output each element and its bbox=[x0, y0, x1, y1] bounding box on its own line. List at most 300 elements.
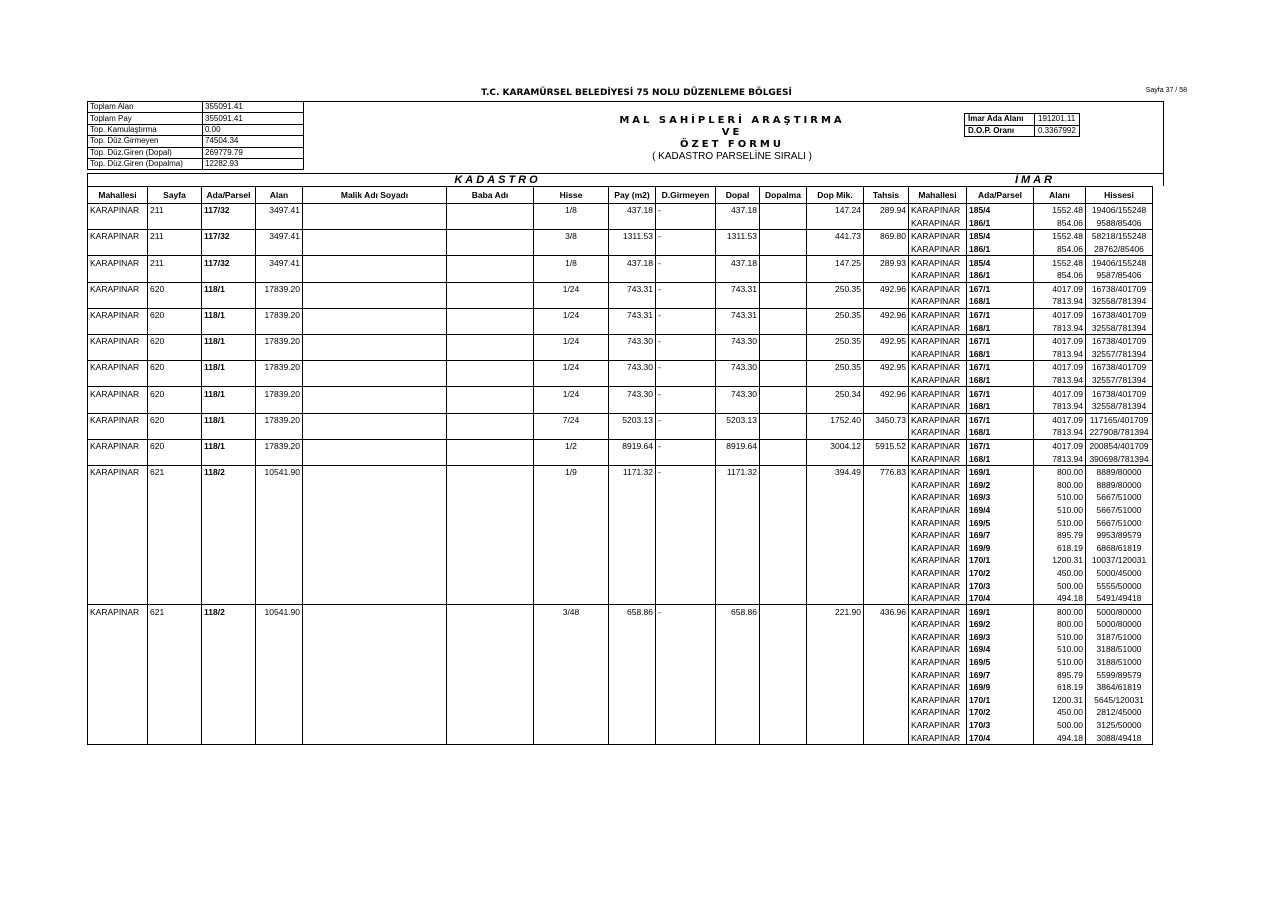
cell-sayfa: 621 bbox=[148, 605, 202, 618]
cell-dopal bbox=[716, 592, 760, 605]
cell-baba bbox=[447, 656, 534, 669]
cell-imar-alan: 895.79 bbox=[1034, 668, 1086, 681]
cell-dopal bbox=[716, 478, 760, 491]
cell-ada-parsel: 118/1 bbox=[202, 334, 256, 347]
cell-malik bbox=[303, 452, 447, 465]
cell-dop-mik bbox=[807, 706, 864, 719]
summary-row bbox=[88, 113, 304, 124]
cell-imar-ada-parsel: 168/1 bbox=[967, 400, 1034, 413]
cell-baba bbox=[447, 217, 534, 230]
cell-imar-mahalle: KARAPINAR bbox=[909, 452, 967, 465]
cell-alan bbox=[256, 541, 303, 554]
cell-dopalma bbox=[760, 554, 807, 567]
cell-dopalma bbox=[760, 282, 807, 295]
table-row bbox=[88, 321, 1153, 334]
cell-mahalle bbox=[88, 554, 148, 567]
cell-sayfa bbox=[148, 295, 202, 308]
cell-imar-mahalle: KARAPINAR bbox=[909, 668, 967, 681]
cell-hisse bbox=[534, 592, 609, 605]
cell-malik bbox=[303, 719, 447, 732]
cell-mahalle bbox=[88, 348, 148, 361]
column-header: Sayfa bbox=[148, 187, 202, 204]
cell-imar-hisse: 5491/49418 bbox=[1086, 592, 1153, 605]
column-header: Malik Adı Soyadı bbox=[303, 187, 447, 204]
cell-imar-mahalle: KARAPINAR bbox=[909, 618, 967, 631]
cell-imar-alan: 800.00 bbox=[1034, 465, 1086, 478]
cell-malik bbox=[303, 668, 447, 681]
cell-tahsis bbox=[864, 541, 909, 554]
cell-imar-alan: 500.00 bbox=[1034, 579, 1086, 592]
cell-imar-hisse: 3088/49418 bbox=[1086, 731, 1153, 744]
cell-pay bbox=[609, 529, 656, 542]
cell-dopal bbox=[716, 631, 760, 644]
cell-imar-ada-parsel: 170/4 bbox=[967, 592, 1034, 605]
cell-tahsis: 492.95 bbox=[864, 334, 909, 347]
cell-tahsis bbox=[864, 592, 909, 605]
cell-baba bbox=[447, 504, 534, 517]
cell-hisse: 1/2 bbox=[534, 439, 609, 452]
cell-d-girmeyen bbox=[656, 567, 716, 580]
imar-info-value: 0.3367992 bbox=[1035, 125, 1080, 137]
cell-sayfa: 620 bbox=[148, 282, 202, 295]
cell-pay: 437.18 bbox=[609, 204, 656, 217]
cell-baba bbox=[447, 681, 534, 694]
cell-dop-mik bbox=[807, 567, 864, 580]
cell-hisse bbox=[534, 529, 609, 542]
cell-mahalle: KARAPINAR bbox=[88, 282, 148, 295]
cell-imar-alan: 4017.09 bbox=[1034, 308, 1086, 321]
cell-hisse: 1/8 bbox=[534, 256, 609, 269]
cell-ada-parsel bbox=[202, 579, 256, 592]
cell-ada-parsel bbox=[202, 217, 256, 230]
cell-dopalma bbox=[760, 439, 807, 452]
cell-imar-alan: 854.06 bbox=[1034, 269, 1086, 282]
cell-tahsis: 492.96 bbox=[864, 387, 909, 400]
cell-sayfa bbox=[148, 731, 202, 744]
cell-imar-ada-parsel: 168/1 bbox=[967, 348, 1034, 361]
cell-imar-alan: 7813.94 bbox=[1034, 452, 1086, 465]
cell-malik bbox=[303, 516, 447, 529]
cell-dopalma bbox=[760, 400, 807, 413]
cell-sayfa bbox=[148, 269, 202, 282]
cell-dopal: 8919.64 bbox=[716, 439, 760, 452]
cell-d-girmeyen bbox=[656, 631, 716, 644]
cell-alan bbox=[256, 491, 303, 504]
cell-d-girmeyen: - bbox=[656, 387, 716, 400]
cell-imar-ada-parsel: 170/4 bbox=[967, 731, 1034, 744]
cell-imar-mahalle: KARAPINAR bbox=[909, 387, 967, 400]
cell-imar-hisse: 32558/781394 bbox=[1086, 321, 1153, 334]
cell-malik bbox=[303, 256, 447, 269]
column-header: Pay (m2) bbox=[609, 187, 656, 204]
cell-ada-parsel: 118/1 bbox=[202, 282, 256, 295]
table-row bbox=[88, 541, 1153, 554]
cell-imar-mahalle: KARAPINAR bbox=[909, 400, 967, 413]
cell-alan bbox=[256, 348, 303, 361]
table-row bbox=[88, 579, 1153, 592]
cell-ada-parsel bbox=[202, 295, 256, 308]
cell-imar-alan: 1200.31 bbox=[1034, 694, 1086, 707]
cell-pay bbox=[609, 295, 656, 308]
cell-sayfa bbox=[148, 643, 202, 656]
cell-malik bbox=[303, 592, 447, 605]
cell-dopal bbox=[716, 541, 760, 554]
cell-imar-mahalle: KARAPINAR bbox=[909, 681, 967, 694]
cell-alan bbox=[256, 452, 303, 465]
cell-pay: 743.31 bbox=[609, 308, 656, 321]
cell-ada-parsel bbox=[202, 719, 256, 732]
cell-imar-mahalle: KARAPINAR bbox=[909, 321, 967, 334]
cell-malik bbox=[303, 694, 447, 707]
cell-hisse: 3/8 bbox=[534, 230, 609, 243]
cell-tahsis: 869.80 bbox=[864, 230, 909, 243]
cell-d-girmeyen bbox=[656, 452, 716, 465]
summary-label: Toplam Alan bbox=[88, 102, 203, 113]
cell-imar-alan: 4017.09 bbox=[1034, 361, 1086, 374]
summary-table bbox=[87, 101, 304, 170]
cell-ada-parsel bbox=[202, 348, 256, 361]
cell-dopalma bbox=[760, 631, 807, 644]
cell-baba bbox=[447, 719, 534, 732]
table-row bbox=[88, 269, 1153, 282]
cell-imar-alan: 494.18 bbox=[1034, 592, 1086, 605]
cell-imar-alan: 4017.09 bbox=[1034, 282, 1086, 295]
cell-sayfa bbox=[148, 374, 202, 387]
cell-d-girmeyen bbox=[656, 668, 716, 681]
cell-imar-hisse: 390698/781394 bbox=[1086, 452, 1153, 465]
cell-imar-hisse: 5000/80000 bbox=[1086, 605, 1153, 618]
cell-dop-mik bbox=[807, 516, 864, 529]
cell-alan: 17839.20 bbox=[256, 387, 303, 400]
cell-imar-mahalle: KARAPINAR bbox=[909, 478, 967, 491]
cell-dop-mik bbox=[807, 217, 864, 230]
cell-ada-parsel bbox=[202, 554, 256, 567]
cell-imar-mahalle: KARAPINAR bbox=[909, 230, 967, 243]
cell-dopal: 658.86 bbox=[716, 605, 760, 618]
cell-imar-hisse: 5000/80000 bbox=[1086, 618, 1153, 631]
cell-dopal: 743.30 bbox=[716, 387, 760, 400]
cell-mahalle bbox=[88, 567, 148, 580]
cell-sayfa bbox=[148, 243, 202, 256]
cell-imar-ada-parsel: 167/1 bbox=[967, 334, 1034, 347]
cell-d-girmeyen bbox=[656, 694, 716, 707]
cell-imar-hisse: 5667/51000 bbox=[1086, 491, 1153, 504]
cell-dop-mik: 250.34 bbox=[807, 387, 864, 400]
cell-dopalma bbox=[760, 618, 807, 631]
cell-dopal: 1311.53 bbox=[716, 230, 760, 243]
cell-imar-ada-parsel: 169/2 bbox=[967, 618, 1034, 631]
cell-d-girmeyen bbox=[656, 706, 716, 719]
summary-row bbox=[88, 124, 304, 135]
cell-tahsis bbox=[864, 706, 909, 719]
cell-alan bbox=[256, 656, 303, 669]
cell-ada-parsel bbox=[202, 656, 256, 669]
cell-mahalle bbox=[88, 295, 148, 308]
cell-imar-hisse: 16738/401709 bbox=[1086, 282, 1153, 295]
table-row bbox=[88, 282, 1153, 295]
cell-dopalma bbox=[760, 668, 807, 681]
cell-imar-mahalle: KARAPINAR bbox=[909, 719, 967, 732]
cell-malik bbox=[303, 567, 447, 580]
cell-alan: 3497.41 bbox=[256, 204, 303, 217]
cell-dop-mik bbox=[807, 243, 864, 256]
cell-hisse: 1/24 bbox=[534, 308, 609, 321]
cell-dopal: 5203.13 bbox=[716, 413, 760, 426]
cell-tahsis bbox=[864, 731, 909, 744]
cell-imar-mahalle: KARAPINAR bbox=[909, 504, 967, 517]
cell-hisse bbox=[534, 554, 609, 567]
column-header: Tahsis bbox=[864, 187, 909, 204]
cell-dop-mik bbox=[807, 348, 864, 361]
cell-malik bbox=[303, 465, 447, 478]
kadastro-section-label: KADASTRO bbox=[87, 173, 907, 186]
cell-dopal: 437.18 bbox=[716, 204, 760, 217]
cell-imar-mahalle: KARAPINAR bbox=[909, 374, 967, 387]
cell-dopal: 743.30 bbox=[716, 361, 760, 374]
summary-label: Top. Düz.Giren (Dopal) bbox=[88, 147, 203, 158]
cell-baba bbox=[447, 321, 534, 334]
cell-ada-parsel bbox=[202, 321, 256, 334]
table-row bbox=[88, 478, 1153, 491]
cell-alan: 17839.20 bbox=[256, 334, 303, 347]
cell-mahalle bbox=[88, 719, 148, 732]
cell-imar-mahalle: KARAPINAR bbox=[909, 465, 967, 478]
cell-imar-mahalle: KARAPINAR bbox=[909, 605, 967, 618]
cell-dop-mik: 441.73 bbox=[807, 230, 864, 243]
cell-baba bbox=[447, 706, 534, 719]
ownership-table bbox=[87, 186, 1153, 745]
cell-baba bbox=[447, 465, 534, 478]
cell-d-girmeyen bbox=[656, 217, 716, 230]
cell-imar-mahalle: KARAPINAR bbox=[909, 706, 967, 719]
cell-mahalle bbox=[88, 269, 148, 282]
cell-alan bbox=[256, 681, 303, 694]
cell-imar-alan: 7813.94 bbox=[1034, 348, 1086, 361]
cell-imar-hisse: 227908/781394 bbox=[1086, 426, 1153, 439]
cell-pay bbox=[609, 504, 656, 517]
cell-dop-mik bbox=[807, 631, 864, 644]
cell-baba bbox=[447, 256, 534, 269]
cell-ada-parsel bbox=[202, 426, 256, 439]
cell-tahsis bbox=[864, 491, 909, 504]
cell-dopal bbox=[716, 554, 760, 567]
cell-pay bbox=[609, 374, 656, 387]
cell-imar-mahalle: KARAPINAR bbox=[909, 567, 967, 580]
cell-pay bbox=[609, 452, 656, 465]
cell-alan: 17839.20 bbox=[256, 308, 303, 321]
cell-hisse: 1/24 bbox=[534, 282, 609, 295]
cell-dopalma bbox=[760, 334, 807, 347]
cell-mahalle bbox=[88, 706, 148, 719]
cell-dopal bbox=[716, 618, 760, 631]
cell-mahalle bbox=[88, 426, 148, 439]
cell-mahalle: KARAPINAR bbox=[88, 361, 148, 374]
cell-alan bbox=[256, 554, 303, 567]
cell-dopalma bbox=[760, 413, 807, 426]
cell-dopal bbox=[716, 731, 760, 744]
cell-hisse bbox=[534, 217, 609, 230]
cell-imar-mahalle: KARAPINAR bbox=[909, 361, 967, 374]
cell-malik bbox=[303, 308, 447, 321]
cell-hisse: 1/8 bbox=[534, 204, 609, 217]
cell-imar-ada-parsel: 170/3 bbox=[967, 579, 1034, 592]
cell-tahsis bbox=[864, 321, 909, 334]
table-row bbox=[88, 504, 1153, 517]
cell-pay: 8919.64 bbox=[609, 439, 656, 452]
cell-mahalle bbox=[88, 592, 148, 605]
cell-malik bbox=[303, 554, 447, 567]
cell-pay: 743.30 bbox=[609, 387, 656, 400]
cell-tahsis: 492.96 bbox=[864, 308, 909, 321]
cell-tahsis bbox=[864, 681, 909, 694]
cell-dop-mik bbox=[807, 374, 864, 387]
cell-imar-hisse: 200854/401709 bbox=[1086, 439, 1153, 452]
cell-sayfa: 621 bbox=[148, 465, 202, 478]
cell-tahsis bbox=[864, 374, 909, 387]
cell-ada-parsel: 118/1 bbox=[202, 308, 256, 321]
cell-tahsis bbox=[864, 694, 909, 707]
cell-imar-ada-parsel: 169/2 bbox=[967, 478, 1034, 491]
cell-sayfa bbox=[148, 706, 202, 719]
cell-imar-hisse: 58218/155248 bbox=[1086, 230, 1153, 243]
cell-dopal: 743.31 bbox=[716, 308, 760, 321]
cell-imar-alan: 618.19 bbox=[1034, 681, 1086, 694]
cell-pay bbox=[609, 491, 656, 504]
cell-pay: 1171.32 bbox=[609, 465, 656, 478]
cell-imar-ada-parsel: 169/7 bbox=[967, 529, 1034, 542]
cell-ada-parsel bbox=[202, 706, 256, 719]
cell-dop-mik bbox=[807, 554, 864, 567]
cell-mahalle: KARAPINAR bbox=[88, 334, 148, 347]
cell-mahalle bbox=[88, 491, 148, 504]
cell-malik bbox=[303, 706, 447, 719]
cell-alan bbox=[256, 579, 303, 592]
imar-section-label: İMAR bbox=[907, 173, 1164, 186]
cell-hisse: 3/48 bbox=[534, 605, 609, 618]
cell-imar-ada-parsel: 169/1 bbox=[967, 465, 1034, 478]
cell-sayfa bbox=[148, 400, 202, 413]
cell-hisse bbox=[534, 504, 609, 517]
table-row bbox=[88, 374, 1153, 387]
cell-malik bbox=[303, 426, 447, 439]
cell-tahsis bbox=[864, 554, 909, 567]
cell-pay: 743.30 bbox=[609, 361, 656, 374]
cell-d-girmeyen: - bbox=[656, 439, 716, 452]
cell-dop-mik: 250.35 bbox=[807, 282, 864, 295]
cell-d-girmeyen bbox=[656, 269, 716, 282]
cell-baba bbox=[447, 334, 534, 347]
cell-imar-alan: 500.00 bbox=[1034, 719, 1086, 732]
cell-alan bbox=[256, 243, 303, 256]
cell-mahalle: KARAPINAR bbox=[88, 230, 148, 243]
cell-imar-mahalle: KARAPINAR bbox=[909, 243, 967, 256]
cell-pay bbox=[609, 243, 656, 256]
cell-imar-hisse: 19406/155248 bbox=[1086, 204, 1153, 217]
cell-dopalma bbox=[760, 465, 807, 478]
cell-ada-parsel bbox=[202, 643, 256, 656]
cell-imar-alan: 7813.94 bbox=[1034, 295, 1086, 308]
cell-imar-ada-parsel: 185/4 bbox=[967, 230, 1034, 243]
cell-alan bbox=[256, 668, 303, 681]
cell-dopalma bbox=[760, 579, 807, 592]
cell-ada-parsel bbox=[202, 491, 256, 504]
cell-dop-mik: 250.35 bbox=[807, 361, 864, 374]
summary-row bbox=[88, 147, 304, 158]
cell-tahsis bbox=[864, 504, 909, 517]
cell-baba bbox=[447, 230, 534, 243]
cell-mahalle: KARAPINAR bbox=[88, 413, 148, 426]
cell-malik bbox=[303, 656, 447, 669]
cell-alan bbox=[256, 269, 303, 282]
cell-mahalle bbox=[88, 243, 148, 256]
cell-imar-mahalle: KARAPINAR bbox=[909, 269, 967, 282]
cell-mahalle bbox=[88, 217, 148, 230]
cell-dopal bbox=[716, 295, 760, 308]
cell-imar-alan: 510.00 bbox=[1034, 491, 1086, 504]
cell-imar-ada-parsel: 186/1 bbox=[967, 243, 1034, 256]
cell-tahsis bbox=[864, 478, 909, 491]
cell-imar-ada-parsel: 169/1 bbox=[967, 605, 1034, 618]
cell-sayfa: 620 bbox=[148, 387, 202, 400]
cell-dop-mik: 147.25 bbox=[807, 256, 864, 269]
cell-malik bbox=[303, 321, 447, 334]
cell-dopal bbox=[716, 643, 760, 656]
cell-dopalma bbox=[760, 592, 807, 605]
cell-malik bbox=[303, 731, 447, 744]
cell-imar-mahalle: KARAPINAR bbox=[909, 631, 967, 644]
cell-malik bbox=[303, 348, 447, 361]
table-row bbox=[88, 217, 1153, 230]
cell-baba bbox=[447, 478, 534, 491]
cell-dopalma bbox=[760, 269, 807, 282]
cell-hisse bbox=[534, 478, 609, 491]
cell-dopalma bbox=[760, 452, 807, 465]
cell-d-girmeyen: - bbox=[656, 334, 716, 347]
column-header: Ada/Parsel bbox=[967, 187, 1034, 204]
cell-dopal bbox=[716, 321, 760, 334]
cell-mahalle bbox=[88, 681, 148, 694]
cell-sayfa bbox=[148, 567, 202, 580]
cell-dopal bbox=[716, 217, 760, 230]
cell-sayfa bbox=[148, 668, 202, 681]
cell-tahsis bbox=[864, 348, 909, 361]
cell-dopalma bbox=[760, 387, 807, 400]
summary-label: Top. Düz.Girmeyen bbox=[88, 136, 203, 147]
cell-baba bbox=[447, 282, 534, 295]
cell-ada-parsel bbox=[202, 504, 256, 517]
cell-d-girmeyen: - bbox=[656, 204, 716, 217]
cell-ada-parsel bbox=[202, 567, 256, 580]
cell-alan bbox=[256, 295, 303, 308]
cell-d-girmeyen: - bbox=[656, 256, 716, 269]
column-header: Baba Adı bbox=[447, 187, 534, 204]
cell-hisse bbox=[534, 243, 609, 256]
cell-dop-mik bbox=[807, 618, 864, 631]
cell-pay bbox=[609, 567, 656, 580]
cell-pay: 743.30 bbox=[609, 334, 656, 347]
cell-imar-ada-parsel: 167/1 bbox=[967, 413, 1034, 426]
cell-imar-hisse: 8889/80000 bbox=[1086, 478, 1153, 491]
cell-imar-alan: 1552.48 bbox=[1034, 230, 1086, 243]
cell-baba bbox=[447, 516, 534, 529]
cell-imar-ada-parsel: 167/1 bbox=[967, 308, 1034, 321]
cell-alan bbox=[256, 694, 303, 707]
cell-mahalle bbox=[88, 400, 148, 413]
cell-imar-ada-parsel: 186/1 bbox=[967, 269, 1034, 282]
cell-hisse bbox=[534, 269, 609, 282]
column-header: Dopalma bbox=[760, 187, 807, 204]
cell-mahalle bbox=[88, 478, 148, 491]
